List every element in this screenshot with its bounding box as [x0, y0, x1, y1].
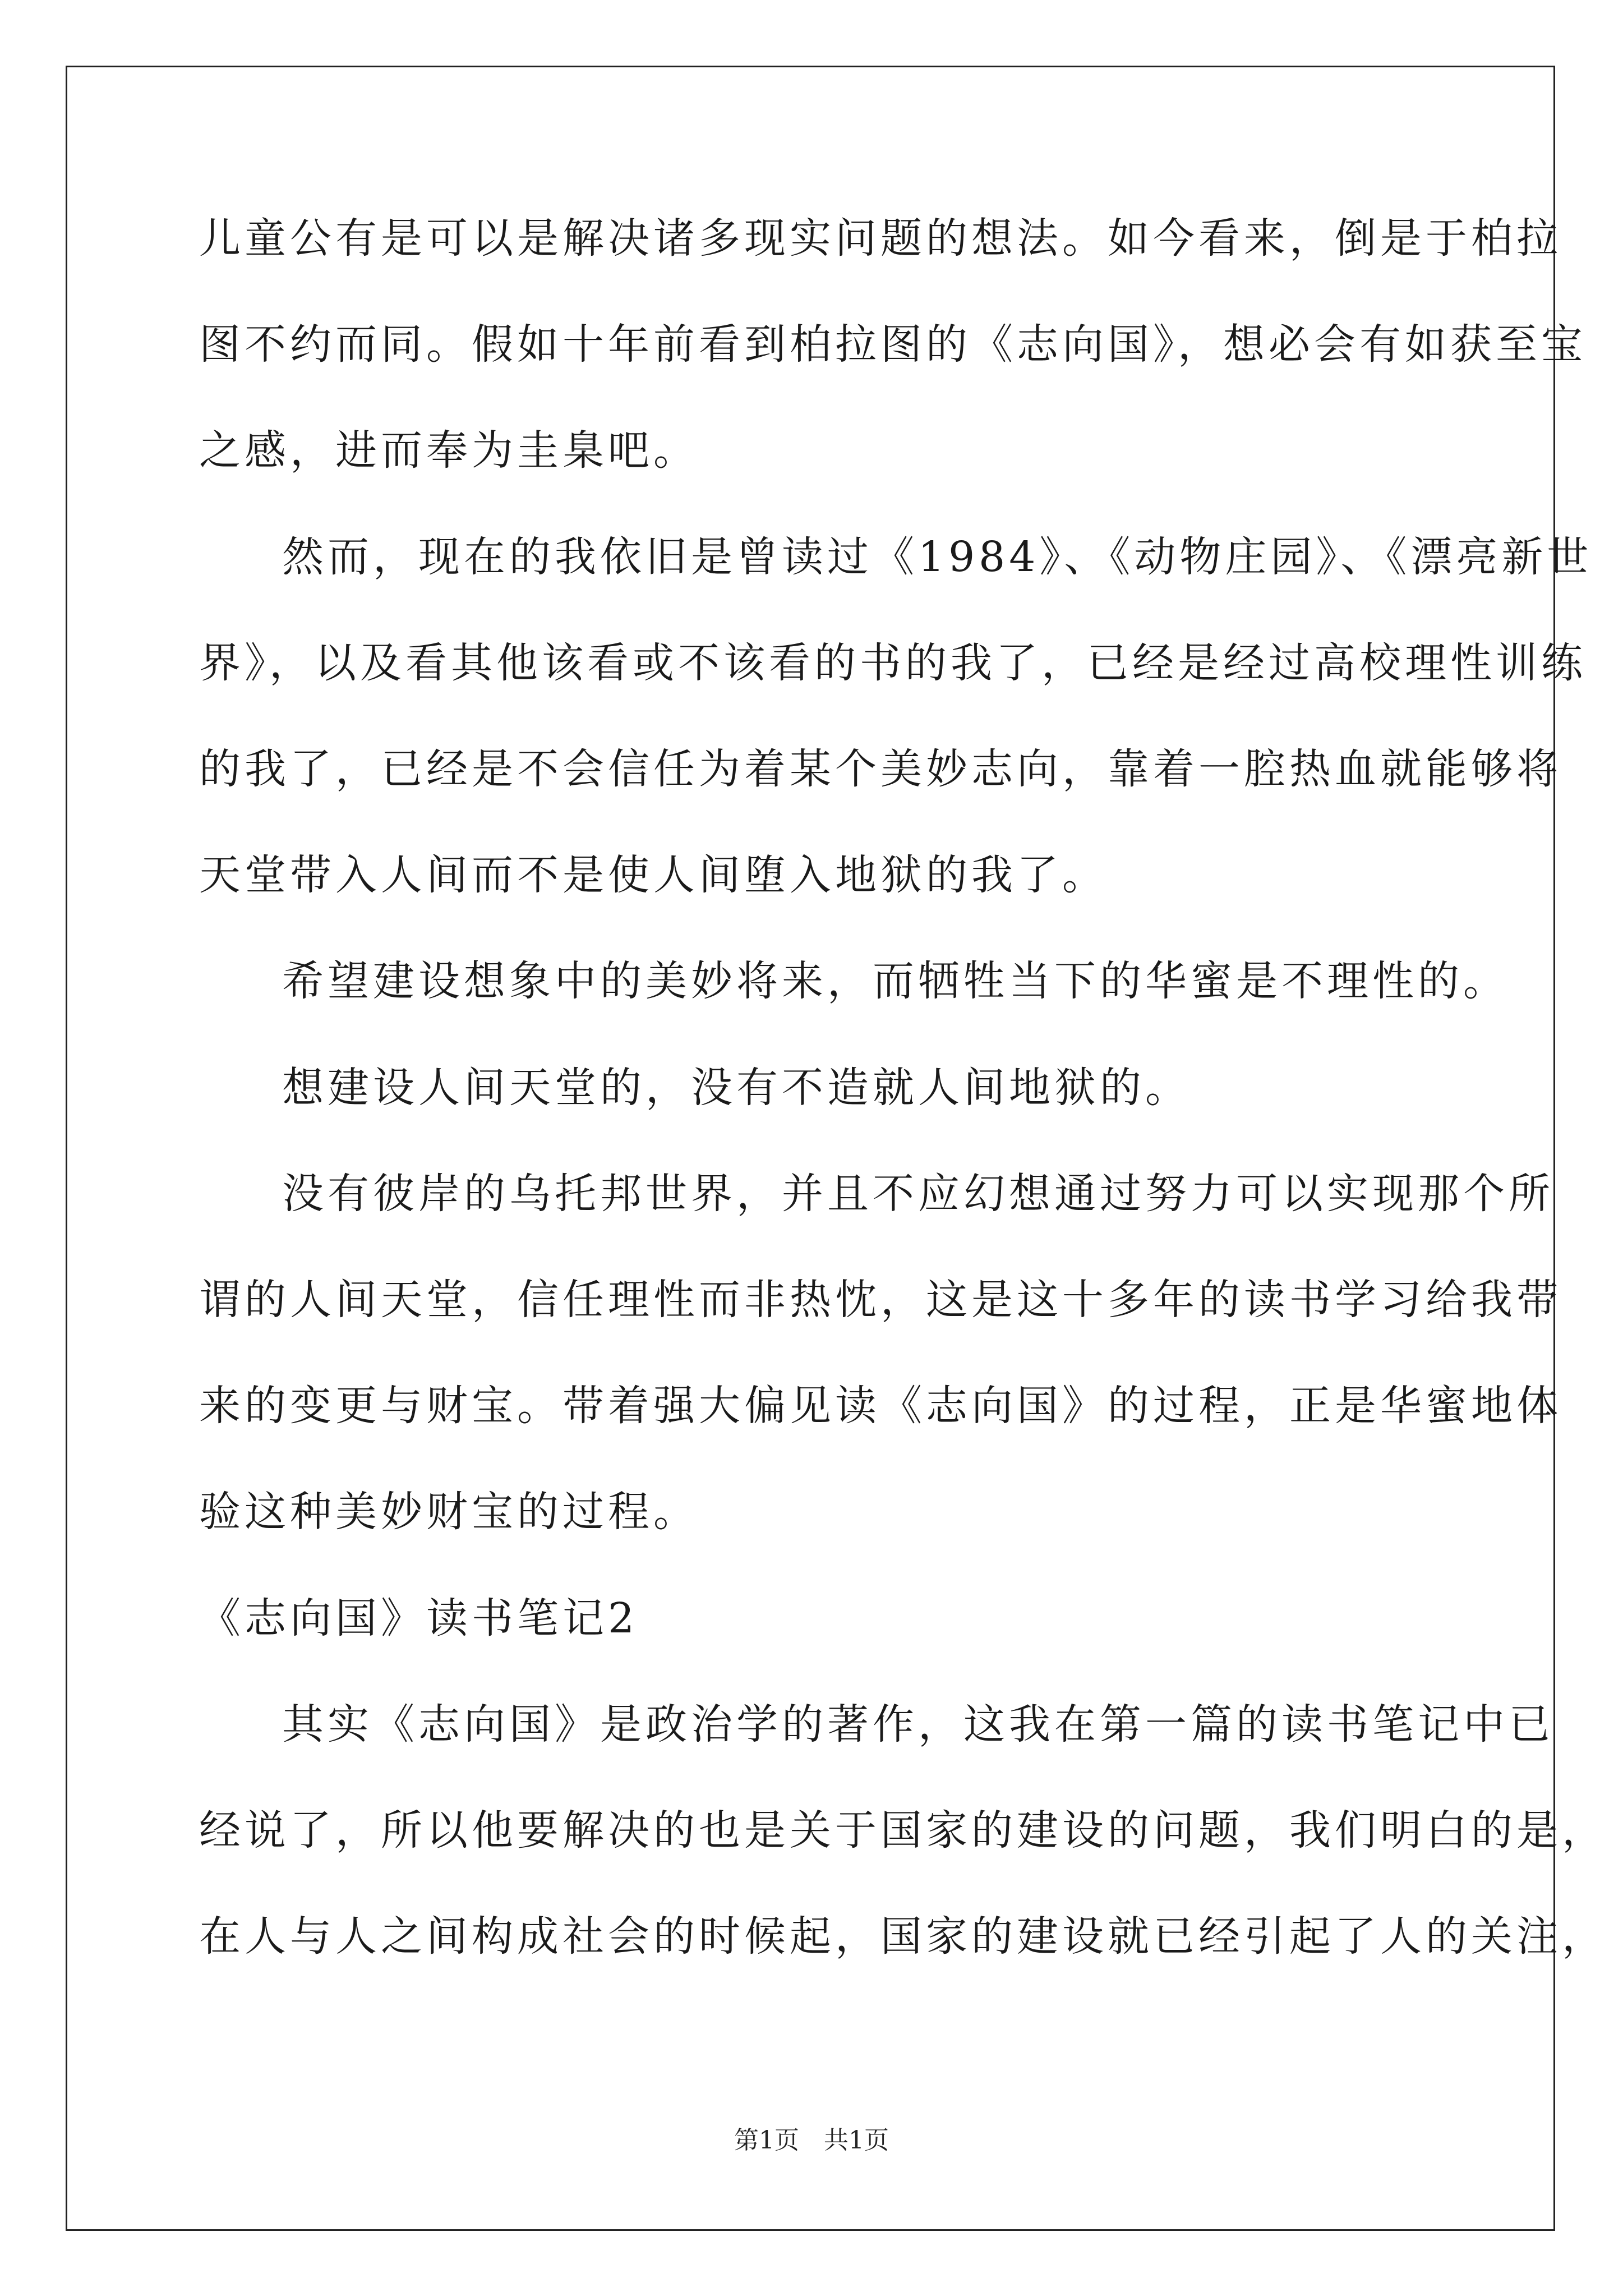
page-border [66, 66, 1555, 2231]
text-line-16: 经说了，所以他要解决的也是关于国家的建设的问题，我们明白的是， [199, 1806, 1607, 1855]
text-line-3: 之感，进而奉为圭臬吧。 [199, 426, 699, 475]
text-line-10: 没有彼岸的乌托邦世界，并且不应幻想通过努力可以实现那个所 [282, 1170, 1554, 1218]
text-line-1: 儿童公有是可以是解决诸多现实问题的想法。如今看来，倒是于柏拉 [199, 214, 1562, 263]
section-heading: 《志向国》读书笔记2 [199, 1594, 639, 1642]
text-line-15: 其实《志向国》是政治学的著作，这我在第一篇的读书笔记中已 [282, 1700, 1554, 1749]
text-line-7: 天堂带入人间而不是使人间堕入地狱的我了。 [199, 851, 1108, 899]
text-line-2: 图不约而同。假如十年前看到柏拉图的《志向国》，想必会有如获至宝 [199, 320, 1587, 369]
text-line-8: 希望建设想象中的美妙将来，而牺牲当下的华蜜是不理性的。 [282, 957, 1509, 1005]
text-line-5: 界》，以及看其他该看或不该看的书的我了，已经是经过高校理性训练 [199, 639, 1587, 687]
text-line-13: 验这种美妙财宝的过程。 [199, 1488, 699, 1536]
text-line-12: 来的变更与财宝。带着强大偏见读《志向国》的过程，正是华蜜地体 [199, 1382, 1562, 1430]
text-line-9: 想建设人间天堂的，没有不造就人间地狱的。 [282, 1064, 1191, 1112]
text-line-11: 谓的人间天堂，信任理性而非热忱，这是这十多年的读书学习给我带 [199, 1276, 1562, 1324]
text-line-17: 在人与人之间构成社会的时候起，国家的建设就已经引起了人的关注， [199, 1912, 1607, 1961]
text-line-6: 的我了，已经是不会信任为着某个美妙志向，靠着一腔热血就能够将 [199, 745, 1562, 793]
text-line-4: 然而，现在的我依旧是曾读过《1984》、《动物庄园》、《漂亮新世 [282, 533, 1593, 581]
page-number-footer: 第1页 共1页 [734, 2126, 889, 2155]
